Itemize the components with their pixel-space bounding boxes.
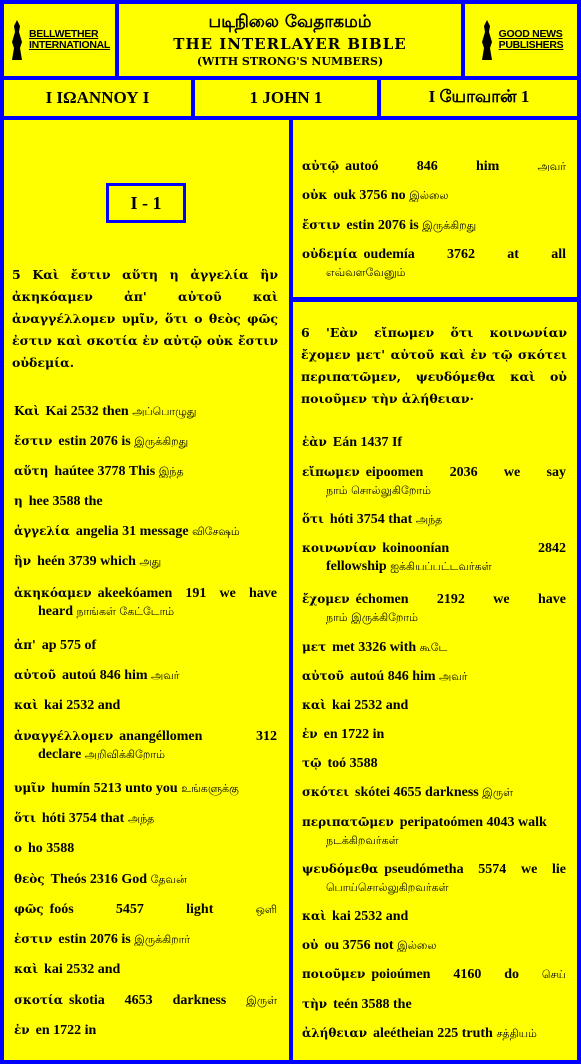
greek-word: ἐστιν (14, 932, 53, 946)
tamil-meaning: பொய்சொல்லுகிறவர்கள் (326, 881, 449, 894)
greek-word: ἣν (14, 554, 32, 568)
tamil-meaning: நாம் இருக்கிறோம் (326, 611, 418, 624)
tamil-meaning: செய் (541, 968, 566, 981)
greek-word: καὶ (14, 698, 39, 712)
transliteration: poioúmen 4160 do (371, 967, 520, 982)
transliteration: akeekóamen 191 we have (97, 586, 277, 601)
tamil-meaning: ஒளி (255, 903, 278, 916)
title-panel (119, 4, 461, 76)
transliteration: autoú 846 him (349, 669, 436, 684)
word-entry (14, 402, 277, 421)
greek-word: καὶ (14, 962, 39, 976)
word-entry (302, 667, 566, 686)
book-tamil: I யோவான் 1 (381, 80, 577, 116)
greek-word: ἀγγελία (14, 524, 70, 538)
word-entry (302, 725, 566, 744)
tamil-meaning: இருக்கிறது (134, 435, 189, 448)
transliteration: kai 2532 and (332, 909, 409, 924)
tamil-meaning: அந்த (127, 812, 155, 825)
word-entry (14, 696, 277, 715)
greek-word: ἀπ' (14, 638, 36, 652)
word-entry (14, 991, 277, 1010)
greek-word: τὴν (302, 997, 328, 1011)
transliteration: met 3326 with (332, 640, 417, 655)
transliteration: hee 3588 the (28, 494, 103, 509)
tamil-meaning: அது (139, 555, 162, 568)
greek-word: ἔχομεν (302, 592, 350, 606)
tamil-meaning: நாம் சொல்லுகிறோம் (326, 484, 431, 497)
tamil-meaning: அவர் (439, 670, 468, 683)
tamil-meaning: தேவன் (150, 873, 187, 886)
transliteration: anangéllomen 312 (119, 729, 277, 744)
greek-word: ψευδόμεθα (302, 862, 379, 876)
tamil-meaning: நாங்கள் கேட்டோம் (76, 605, 175, 618)
greek-word: ἐν (302, 727, 318, 741)
tamil-meaning: சத்தியம் (496, 1027, 537, 1040)
greek-word: ἔστιν (14, 434, 53, 448)
logo-line1: BELLWETHER (28, 27, 99, 40)
meaning-continued: fellowship (326, 559, 387, 574)
greek-word: αὐτοῦ (14, 668, 56, 682)
transliteration: en 1722 in (323, 727, 385, 742)
word-entry (14, 552, 277, 571)
transliteration: kai 2532 and (332, 698, 409, 713)
tamil-meaning: இந்த (158, 465, 184, 478)
tamil-meaning: அப்பொழுது (132, 405, 197, 418)
tamil-meaning: இருள் (482, 786, 514, 799)
transliteration: ho 3588 (28, 841, 75, 856)
transliteration: humín 5213 unto you (51, 781, 178, 796)
word-entry (14, 900, 277, 919)
word-entry (302, 1024, 566, 1043)
word-entry (302, 995, 566, 1014)
word-entry (14, 432, 277, 451)
transliteration: pseudómetha 5574 we lie (384, 862, 566, 877)
transliteration: oudemía 3762 at all (363, 247, 566, 262)
word-entry (302, 783, 566, 802)
tamil-meaning: இல்லை (409, 189, 449, 202)
logo-line2: PUBLISHERS (498, 39, 564, 51)
greek-word: κοινωνίαν (302, 541, 377, 555)
verse-5-text: 5 Καὶ ἔστιν αὕτη η ἀγγελία ἣν ἀκηκόαμεν ἀπ' αὐτοῦ καὶ ἀναγγέλλομεν υμῖν, ὅτι ο θεὸς φῶς ἐστιν καὶ σκοτία ἐν αὐτῷ οὐκ ἔστιν οὐδεμία. (12, 267, 278, 370)
word-entry (14, 870, 277, 889)
transliteration: en 1722 in (35, 1023, 97, 1038)
tamil-meaning: இருக்கிறார் (134, 933, 191, 946)
transliteration: ou 3756 not (324, 938, 394, 953)
greek-word: τῷ (302, 756, 322, 770)
word-entry (302, 907, 566, 926)
greek-word: αὕτη (14, 464, 49, 478)
greek-word: σκοτία (14, 993, 63, 1007)
greek-word: εἴπωμεν (302, 465, 360, 479)
transliteration: ouk 3756 no (333, 188, 406, 203)
title-tamil: படிநிலை வேதாகமம் (208, 12, 372, 32)
transliteration: eipoomen 2036 we say (365, 465, 566, 480)
greek-word: ἀναγγέλλομεν (14, 729, 114, 743)
word-entry (302, 539, 566, 576)
word-entry (14, 727, 277, 764)
greek-word: οὐδεμία (302, 247, 358, 261)
greek-word: Καὶ (14, 404, 40, 418)
bellwether-logo (4, 4, 115, 76)
transliteration: peripatoómen 4043 walk (399, 815, 547, 830)
tamil-meaning: அவர் (151, 669, 180, 682)
greek-word: οὐ (302, 938, 319, 952)
greek-word: θεὸς (14, 872, 45, 886)
transliteration: Theós 2316 God (50, 872, 148, 887)
transliteration: Kai 2532 then (45, 404, 129, 419)
greek-word: ἀκηκόαμεν (14, 586, 92, 600)
greek-word: η (14, 494, 23, 508)
word-entry (14, 930, 277, 949)
word-entry (302, 186, 566, 205)
word-entry (14, 779, 277, 798)
book-english: 1 JOHN 1 (195, 80, 377, 116)
title-sub: (WITH STRONG'S NUMBERS) (196, 55, 384, 69)
transliteration: kai 2532 and (44, 698, 121, 713)
tamil-meaning: அறிவிக்கிறோம் (84, 748, 165, 761)
transliteration: foós 5457 light (49, 902, 214, 917)
greek-word: ὅτι (14, 811, 36, 825)
good-news-logo (465, 4, 577, 76)
transliteration: estin 2076 is (58, 932, 131, 947)
word-entry (14, 636, 277, 655)
transliteration: ap 575 of (41, 638, 97, 653)
transliteration: koinoonían 2842 (382, 541, 566, 556)
word-entry (302, 936, 566, 955)
greek-word: περιπατῶμεν (302, 815, 394, 829)
greek-word: φῶς (14, 902, 44, 916)
word-entry (302, 860, 566, 897)
meaning-continued: declare (38, 747, 82, 762)
transliteration: teén 3588 the (333, 997, 412, 1012)
transliteration: autoú 846 him (61, 668, 148, 683)
chapter-label: I - 1 (106, 183, 186, 223)
tamil-meaning: ஐக்கியப்பட்டவர்கள் (390, 560, 492, 573)
transliteration: estin 2076 is (58, 434, 131, 449)
transliteration: angelia 31 message (75, 524, 189, 539)
tamil-meaning: இல்லை (397, 939, 437, 952)
word-entry (14, 809, 277, 828)
transliteration: Eán 1437 If (332, 435, 403, 450)
greek-word: υμῖν (14, 781, 46, 795)
transliteration: autoó 846 him (345, 159, 500, 174)
tamil-meaning: உங்களுக்கு (181, 782, 239, 795)
word-entry (302, 216, 566, 235)
greek-word: ἐν (14, 1023, 30, 1037)
logo-line2: INTERNATIONAL (28, 39, 111, 51)
transliteration: haútee 3778 This (54, 464, 156, 479)
word-entry (14, 839, 277, 858)
transliteration: skótei 4655 darkness (355, 785, 479, 800)
word-entry (302, 433, 566, 452)
greek-word: αὐτοῦ (302, 669, 344, 683)
transliteration: skotia 4653 darkness (68, 993, 227, 1008)
greek-word: καὶ (302, 698, 327, 712)
tamil-meaning: எவ்வளவேனும் (326, 266, 406, 279)
greek-word: ποιοῦμεν (302, 967, 366, 981)
transliteration: échomen 2192 we have (355, 592, 566, 607)
word-entry (302, 754, 566, 773)
transliteration: kai 2532 and (44, 962, 121, 977)
greek-word: ο (14, 841, 23, 855)
greek-word: ἀλήθειαν (302, 1026, 368, 1040)
word-entry (302, 510, 566, 529)
greek-word: ἔστιν (302, 218, 341, 232)
tamil-meaning: கூடே (419, 641, 448, 654)
word-entry (302, 696, 566, 715)
greek-word: καὶ (302, 909, 327, 923)
meaning-continued: heard (38, 604, 73, 619)
greek-word: ὅτι (302, 512, 324, 526)
word-entry (302, 590, 566, 627)
word-entry (14, 584, 277, 621)
transliteration: hóti 3754 that (329, 512, 413, 527)
tamil-meaning: இருக்கிறது (422, 219, 477, 232)
word-entry (14, 462, 277, 481)
greek-word: οὐκ (302, 188, 328, 202)
word-entry (302, 463, 566, 500)
transliteration: aleétheian 225 truth (373, 1026, 493, 1041)
word-entry (302, 638, 566, 657)
word-entry (302, 245, 566, 282)
tamil-meaning: விசேஷம் (192, 525, 240, 538)
word-entry (14, 492, 277, 511)
bell-figure-icon (9, 18, 25, 62)
word-entry (302, 965, 566, 984)
greek-word: σκότει (302, 785, 350, 799)
word-entry (302, 157, 566, 176)
transliteration: heén 3739 which (37, 554, 136, 569)
word-entry (14, 666, 277, 685)
transliteration: toó 3588 (327, 756, 378, 771)
tamil-meaning: அந்த (415, 513, 443, 526)
logo-line1: GOOD NEWS (498, 27, 563, 40)
word-entry (14, 522, 277, 541)
verse-6-text: 6 'Εὰν εἴπωμεν ὅτι κοινωνίαν ἔχομεν μετ' αὐτοῦ καὶ ἐν τῷ σκότει περιπατῶμεν, ψευδόμεθα καὶ οὐ ποιοῦμεν τὴν ἀλήθειαν· (301, 325, 567, 406)
transliteration: hóti 3754 that (41, 811, 125, 826)
greek-word: ἐὰν (302, 435, 327, 449)
tamil-meaning: இருள் (246, 994, 278, 1007)
word-entry (14, 960, 277, 979)
book-greek: Ι ΙΩΑΝΝΟΥ Ι (4, 80, 191, 116)
title-main: THE INTERLAYER BIBLE (173, 35, 407, 54)
word-entry (302, 813, 566, 850)
word-entry (14, 1021, 277, 1040)
tamil-meaning: அவர் (537, 160, 566, 173)
transliteration: estin 2076 is (346, 218, 419, 233)
greek-word: αὐτῷ (302, 159, 340, 173)
trumpet-figure-icon (479, 18, 495, 62)
tamil-meaning: நடக்கிறவர்கள் (326, 834, 399, 847)
greek-word: μετ (302, 640, 327, 654)
